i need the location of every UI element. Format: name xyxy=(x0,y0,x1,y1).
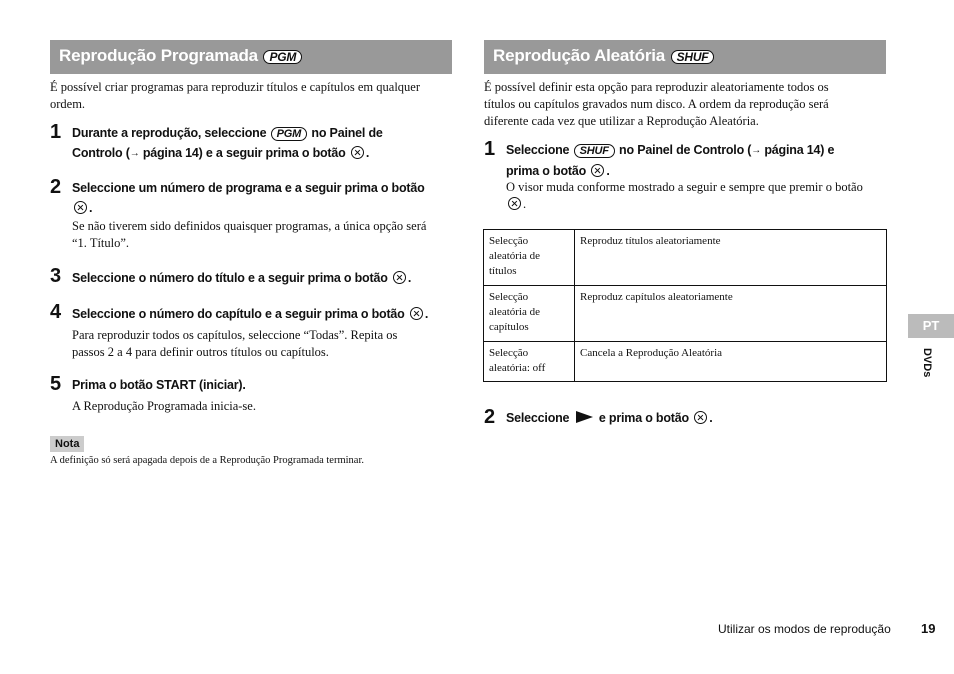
shuffle-step-1-note: O visor muda conforme mostrado a seguir e sempre que premir o botão . xyxy=(506,180,863,211)
right-intro: É possível definir esta opção para reproduzir aleatoriamente todos os títulos ou capítulos gravados num disco. A ordem da reprodução será diferente cada vez que utilizar a Reprodução Aleatória. xyxy=(484,80,829,128)
step-4-text: Seleccione o número do capítulo e a seguir prima o botão . xyxy=(72,307,429,321)
nota-text: A definição só será apagada depois de a Reprodução Programada terminar. xyxy=(50,455,365,466)
table-cell: Cancela a Reprodução Aleatória xyxy=(575,342,887,382)
table-cell: Selecção aleatória de títulos xyxy=(484,230,575,286)
step-number: 5 xyxy=(50,373,62,395)
step-4-note: Para reproduzir todos os capítulos, seleccione “Todas”. Repita os passos 2 a 4 para definir outros títulos ou capítulos. xyxy=(72,328,398,359)
left-intro: É possível criar programas para reproduzir títulos e capítulos em qualquer ordem. xyxy=(50,80,421,111)
shuffle-step-2-text: Seleccione e prima o botão . xyxy=(506,411,713,425)
arrow-icon: → xyxy=(129,148,140,159)
step-3-text: Seleccione o número do título e a seguir prima o botão . xyxy=(72,271,412,285)
nota-block xyxy=(50,434,84,452)
cross-button-icon xyxy=(351,146,364,159)
table-cell: Selecção aleatória de capítulos xyxy=(484,286,575,342)
page-number: 19 xyxy=(921,621,936,636)
cross-button-icon xyxy=(591,164,604,177)
step-number: 2 xyxy=(50,176,62,198)
cross-button-icon xyxy=(508,197,521,210)
footer-section-name: Utilizar os modos de reprodução xyxy=(718,622,891,636)
cross-button-icon xyxy=(694,411,707,424)
table-cell: Reproduz capítulos aleatoriamente xyxy=(575,286,887,342)
step-number: 4 xyxy=(50,301,62,323)
table-row xyxy=(484,342,887,382)
step-5-note: A Reprodução Programada inicia-se. xyxy=(72,399,256,413)
step-5-text: Prima o botão START (iniciar). xyxy=(72,378,246,392)
table-row xyxy=(484,230,887,286)
shuffle-step-1-text: Seleccione SHUF no Painel de Controlo (→ página 14) e prima o botão . xyxy=(506,143,835,178)
step-number: 3 xyxy=(50,265,62,287)
right-section-header xyxy=(484,40,886,74)
step-number: 1 xyxy=(50,121,62,143)
step-number: 1 xyxy=(484,138,496,160)
cross-button-icon xyxy=(393,271,406,284)
step-1-text: Durante a reprodução, seleccione PGM no Painel de Controlo (→ página 14) e a seguir prima o botão . xyxy=(72,126,383,160)
shuffle-mode-table xyxy=(483,229,887,382)
left-section-header xyxy=(50,40,452,74)
arrow-icon: → xyxy=(751,145,762,156)
table-cell: Selecção aleatória: off xyxy=(484,342,575,382)
shuf-badge-icon: SHUF xyxy=(671,50,715,64)
cross-button-icon xyxy=(74,201,87,214)
play-icon xyxy=(576,411,593,423)
pgm-badge-icon: PGM xyxy=(271,127,307,141)
pgm-badge-icon: PGM xyxy=(263,50,302,64)
step-2-text: Seleccione um número de programa e a seguir prima o botão . xyxy=(72,181,425,215)
table-row xyxy=(484,286,887,342)
shuf-badge-icon: SHUF xyxy=(574,144,615,158)
table-cell: Reproduz títulos aleatoriamente xyxy=(575,230,887,286)
left-section-title: Reprodução Programada xyxy=(59,46,258,65)
language-tab: PT xyxy=(908,314,954,338)
cross-button-icon xyxy=(410,307,423,320)
right-section-title: Reprodução Aleatória xyxy=(493,46,666,65)
step-2-note: Se não tiverem sido definidos quaisquer programas, a única opção será “1. Título”. xyxy=(72,219,427,250)
side-section-label: DVDs xyxy=(921,348,933,378)
step-number: 2 xyxy=(484,406,496,428)
nota-label: Nota xyxy=(50,436,84,452)
